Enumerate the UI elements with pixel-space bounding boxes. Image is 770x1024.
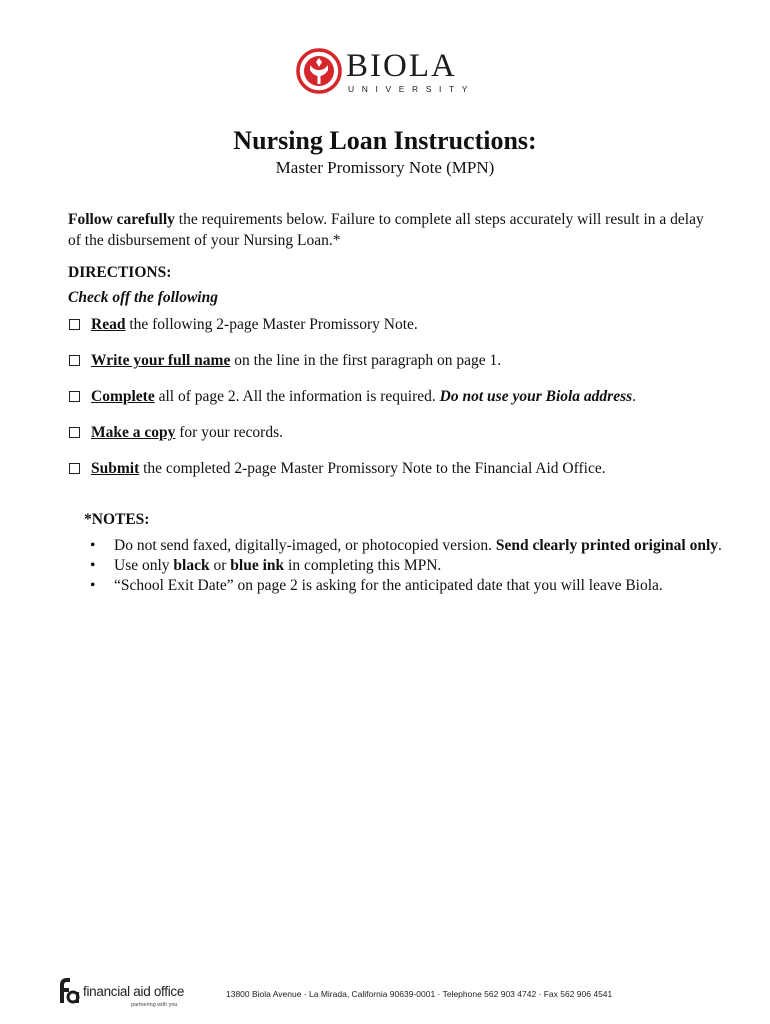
note-tail: in completing this MPN. xyxy=(284,557,442,574)
checklist-action: Make a copy xyxy=(91,424,176,441)
note-item xyxy=(84,576,734,596)
bullet-icon: • xyxy=(90,577,96,594)
note-item xyxy=(84,536,734,556)
checklist-text: the following 2-page Master Promissory Note. xyxy=(125,316,418,333)
checklist-text: the completed 2-page Master Promissory Note to the Financial Aid Office. xyxy=(139,460,606,477)
checklist-action: Submit xyxy=(91,460,140,477)
biola-seal-icon xyxy=(296,48,342,94)
intro-paragraph xyxy=(68,209,718,251)
note-item xyxy=(84,556,734,576)
logo-wordmark: BIOLA xyxy=(346,48,457,84)
checkbox-icon[interactable] xyxy=(69,427,80,438)
checklist-text: for your records. xyxy=(175,424,283,441)
logo-subtitle: UNIVERSITY xyxy=(348,84,476,94)
checklist-action: Complete xyxy=(91,388,155,405)
checklist-item xyxy=(68,458,728,494)
checklist-item xyxy=(68,314,728,350)
page-title: Nursing Loan Instructions: xyxy=(233,126,537,155)
note-text: “School Exit Date” on page 2 is asking for the anticipated date that you will leave Biola. xyxy=(114,577,663,594)
footer-address: 13800 Biola Avenue · La Mirada, California 90639-0001 · Telephone 562 903 4742 · Fax 562 906 4541 xyxy=(226,989,613,999)
intro-text: the requirements below. Failure to complete all steps accurately will result in a delay of the disbursement of your Nursing Loan.* xyxy=(68,211,704,249)
directions-heading: DIRECTIONS: xyxy=(68,264,172,281)
notes-heading: *NOTES: xyxy=(84,511,150,528)
checklist-item xyxy=(68,350,728,386)
page-subtitle: Master Promissory Note (MPN) xyxy=(275,158,495,177)
checklist-text: all of page 2. All the information is required. xyxy=(154,388,440,405)
note-bold-black: black xyxy=(173,557,210,574)
checklist-item xyxy=(68,386,728,422)
checkbox-icon[interactable] xyxy=(69,463,80,474)
note-bold-blue: blue ink xyxy=(230,557,285,574)
checkbox-icon[interactable] xyxy=(69,355,80,366)
bullet-icon: • xyxy=(90,557,96,574)
checkbox-icon[interactable] xyxy=(69,391,80,402)
financial-aid-office-logo xyxy=(56,975,196,1015)
checklist-tail: . xyxy=(632,388,637,405)
checklist xyxy=(68,314,728,494)
notes-list xyxy=(84,536,734,596)
note-text: Do not send faxed, digitally-imaged, or photocopied version. xyxy=(114,537,496,554)
note-text: Use only xyxy=(114,557,174,574)
note-tail: . xyxy=(718,537,722,554)
checklist-action: Read xyxy=(91,316,126,333)
checklist-action: Write your full name xyxy=(91,352,231,369)
checklist-item xyxy=(68,422,728,458)
checklist-text: on the line in the first paragraph on page 1. xyxy=(230,352,502,369)
bullet-icon: • xyxy=(90,537,96,554)
note-bold: Send clearly printed original only xyxy=(495,537,719,554)
office-tagline: partnering with you xyxy=(131,1002,178,1008)
check-heading: Check off the following xyxy=(68,289,218,306)
intro-bold: Follow carefully xyxy=(68,211,175,228)
checklist-emphasis: Do not use your Biola address xyxy=(439,388,633,405)
fao-monogram-icon xyxy=(56,975,80,1005)
checkbox-icon[interactable] xyxy=(69,319,80,330)
biola-university-logo xyxy=(296,48,476,100)
office-name: financial aid office xyxy=(83,984,185,999)
note-text-or: or xyxy=(209,557,231,574)
